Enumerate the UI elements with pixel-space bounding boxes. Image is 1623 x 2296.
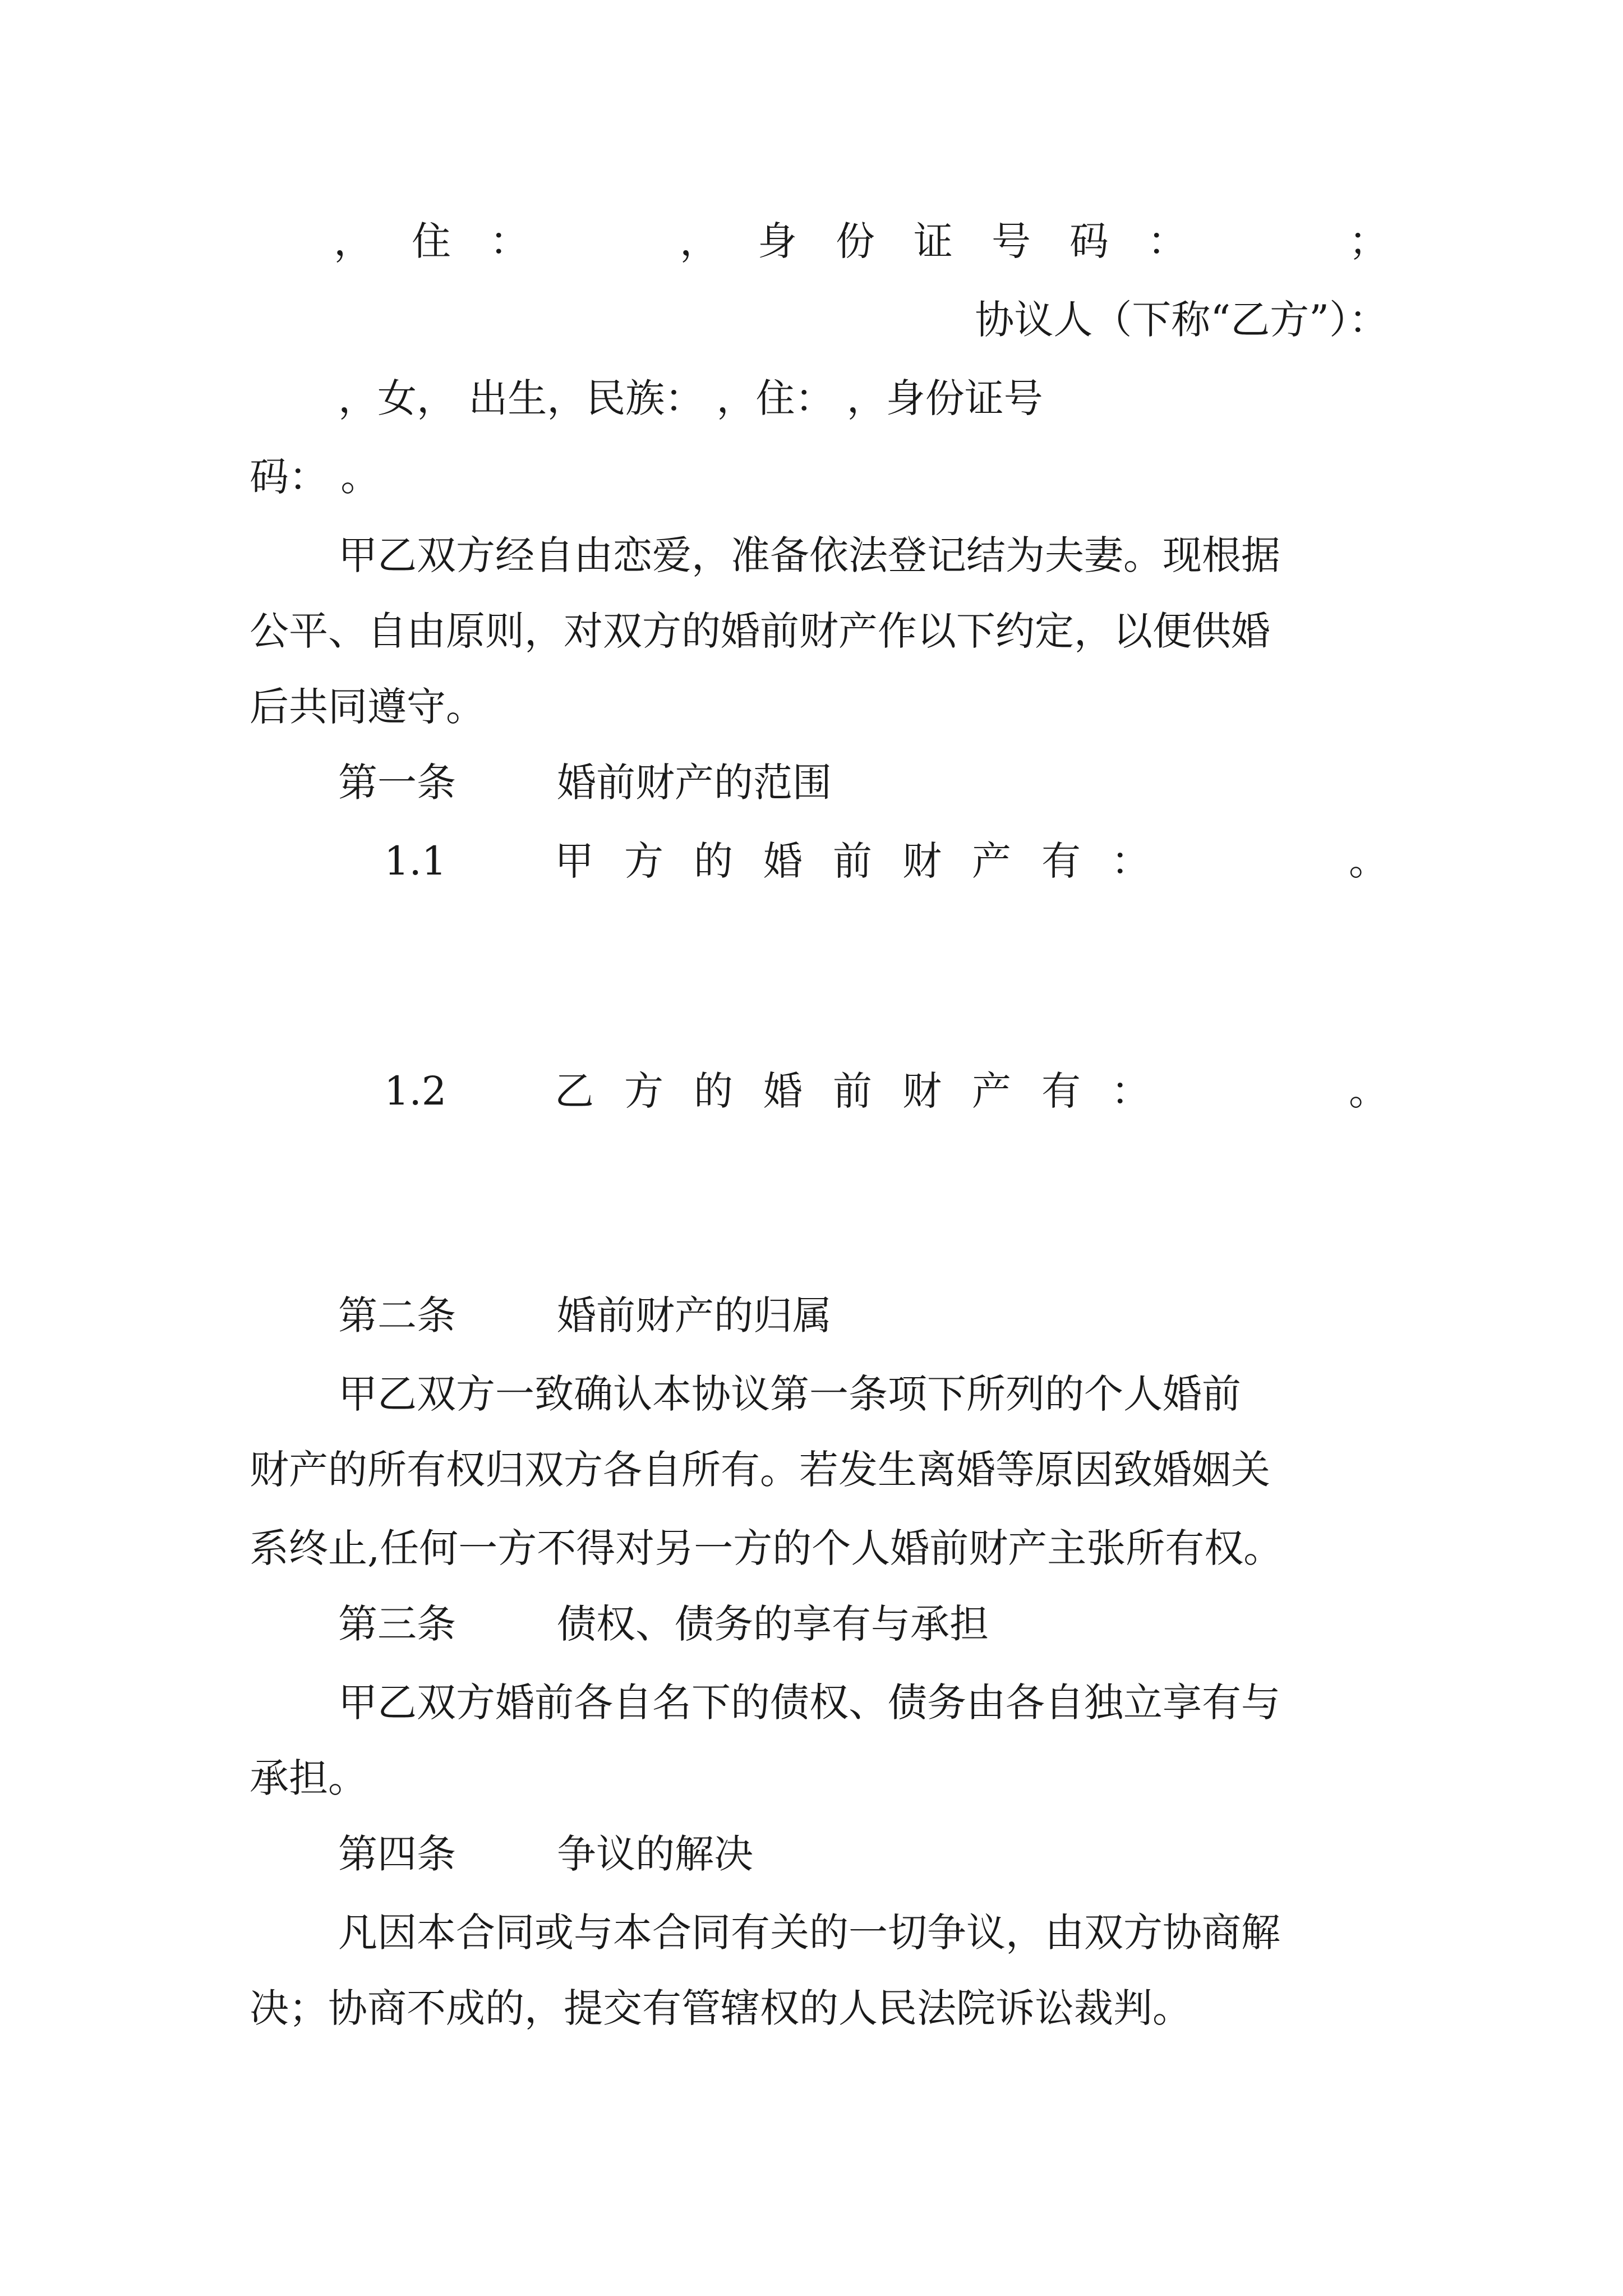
preamble-line: 公平、自由原则，对双方的婚前财产作以下约定，以便供婚 bbox=[250, 608, 1270, 654]
article-3-body-line: 承担。 bbox=[250, 1755, 367, 1801]
article-number: 第三条 bbox=[338, 1601, 456, 1647]
party-a-address-row bbox=[250, 213, 1388, 269]
item-char: 前 bbox=[833, 1068, 872, 1114]
item-char: 有 bbox=[1041, 1068, 1081, 1114]
article-number: 第四条 bbox=[338, 1831, 456, 1877]
header-char: 身 bbox=[758, 218, 797, 264]
item-char: 乙 bbox=[555, 1068, 594, 1114]
item-char: ： bbox=[1111, 1068, 1150, 1114]
article-1-item-1 bbox=[384, 833, 1388, 889]
item-number: 1.2 bbox=[384, 1068, 447, 1114]
item-char: 前 bbox=[833, 838, 872, 884]
article-1-item-2 bbox=[384, 1063, 1388, 1119]
article-2-body-line: 系终止,任何一方不得对另一方的个人婚前财产主张所有权。 bbox=[250, 1525, 1283, 1571]
article-2-heading bbox=[338, 1287, 832, 1343]
item-char: 的 bbox=[694, 838, 733, 884]
item-char: 方 bbox=[624, 838, 663, 884]
article-title: 婚前财产的范围 bbox=[557, 760, 832, 806]
header-char: 号 bbox=[992, 218, 1031, 264]
article-number: 第二条 bbox=[338, 1292, 456, 1338]
header-char: ； bbox=[1349, 218, 1388, 264]
item-char: 甲 bbox=[555, 838, 594, 884]
header-char: 住 bbox=[412, 218, 451, 264]
header-char: 码 bbox=[1069, 218, 1109, 264]
party-b-label: 协议人（下称“乙方”）： bbox=[975, 297, 1388, 343]
item-char: 产 bbox=[972, 838, 1011, 884]
item-char: 的 bbox=[694, 1068, 733, 1114]
item-char: 方 bbox=[624, 1068, 663, 1114]
article-1-heading bbox=[338, 754, 832, 811]
preamble-line: 甲乙双方经自由恋爱，准备依法登记结为夫妻。现根据 bbox=[338, 532, 1280, 578]
header-char: ， bbox=[680, 218, 719, 264]
header-char: ： bbox=[1147, 218, 1187, 264]
header-char: 份 bbox=[836, 218, 875, 264]
item-char: 财 bbox=[902, 838, 942, 884]
article-title: 债权、债务的享有与承担 bbox=[557, 1601, 989, 1647]
item-char: 有 bbox=[1041, 838, 1081, 884]
article-4-body-line: 凡因本合同或与本合同有关的一切争议，由双方协商解 bbox=[338, 1910, 1280, 1955]
article-2-body-line: 甲乙双方一致确认本协议第一条项下所列的个人婚前 bbox=[338, 1371, 1241, 1417]
item-char: 。 bbox=[1349, 838, 1388, 884]
article-number: 第一条 bbox=[338, 760, 456, 806]
article-title: 争议的解决 bbox=[557, 1831, 753, 1877]
item-number: 1.1 bbox=[384, 838, 447, 884]
header-char: ： bbox=[490, 218, 529, 264]
article-title: 婚前财产的归属 bbox=[557, 1292, 832, 1338]
article-4-heading bbox=[338, 1826, 753, 1882]
header-char: 证 bbox=[914, 218, 953, 264]
item-char: 。 bbox=[1349, 1068, 1388, 1114]
item-char: 婚 bbox=[763, 1068, 803, 1114]
article-3-body-line: 甲乙双方婚前各自名下的债权、债务由各自独立享有与 bbox=[338, 1680, 1280, 1726]
article-4-body-line: 决；协商不成的，提交有管辖权的人民法院诉讼裁判。 bbox=[250, 1985, 1192, 2031]
article-3-heading bbox=[338, 1596, 989, 1652]
party-b-info-line1: ，女， 出生，民族： ，住： ，身份证号 bbox=[338, 375, 1043, 421]
party-b-info-line2: 码： 。 bbox=[250, 454, 380, 500]
item-char: 财 bbox=[902, 1068, 942, 1114]
item-char: ： bbox=[1111, 838, 1150, 884]
article-2-body-line: 财产的所有权归双方各自所有。若发生离婚等原因致婚姻关 bbox=[250, 1447, 1270, 1493]
header-char: ， bbox=[334, 218, 373, 264]
item-char: 婚 bbox=[763, 838, 803, 884]
item-char: 产 bbox=[972, 1068, 1011, 1114]
preamble-line: 后共同遵守。 bbox=[250, 684, 485, 730]
